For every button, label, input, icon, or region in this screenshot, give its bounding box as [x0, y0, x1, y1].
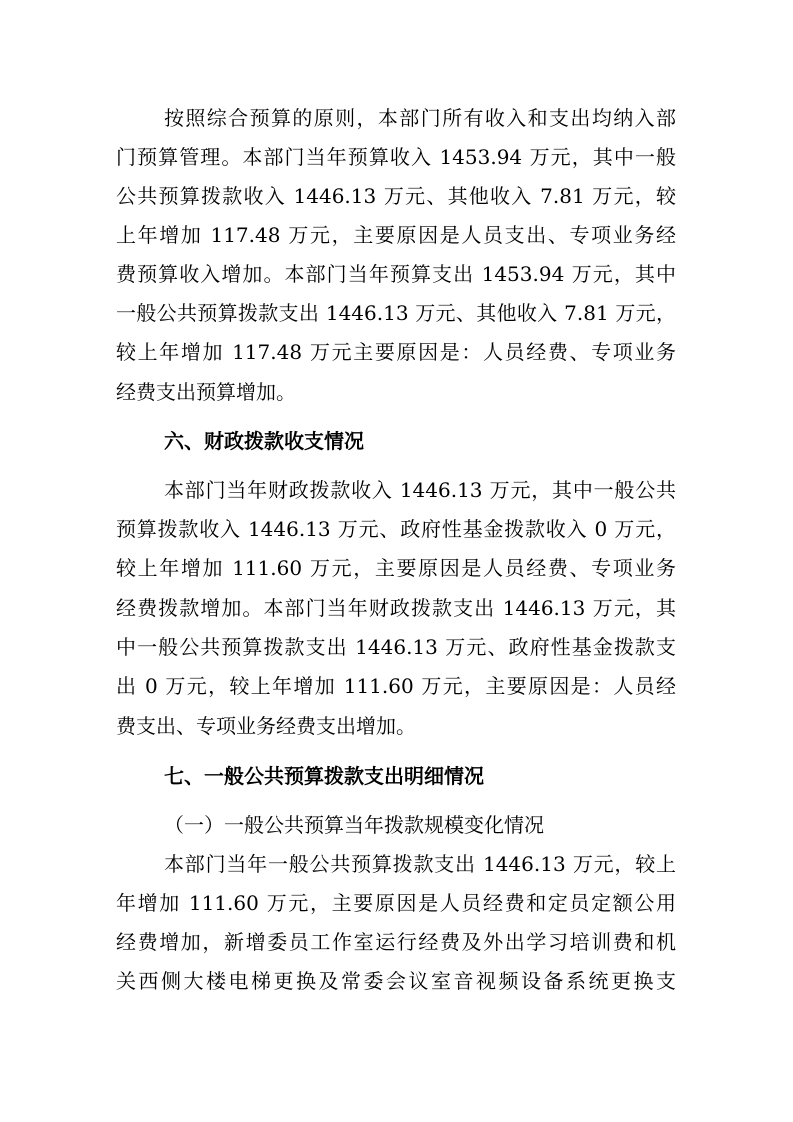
paragraph-line: 关西侧大楼电梯更换及常委会议室音视频设备系统更换支: [116, 969, 676, 993]
paragraph-line: 年增加 111.60 万元，主要原因是人员经费和定员定额公用: [116, 891, 676, 915]
paragraph-line: 出 0 万元，较上年增加 111.60 万元，主要原因是：人员经: [116, 674, 676, 698]
paragraph-line: 较上年增加 117.48 万元主要原因是：人员经费、专项业务: [116, 340, 676, 364]
paragraph-line: 上年增加 117.48 万元，主要原因是人员支出、专项业务经: [116, 223, 676, 247]
section-heading: 六、财政拨款收支情况: [164, 429, 364, 453]
paragraph-line: 费支出、专项业务经费支出增加。: [116, 714, 416, 738]
paragraph-line: 中一般公共预算拨款支出 1446.13 万元、政府性基金拨款支: [116, 635, 676, 659]
paragraph-line: 本部门当年财政拨款收入 1446.13 万元，其中一般公共: [164, 478, 676, 502]
subsection-heading: （一）一般公共预算当年拨款规模变化情况: [164, 813, 544, 837]
paragraph-line: 经费支出预算增加。: [116, 380, 296, 404]
paragraph-line: 费预算收入增加。本部门当年预算支出 1453.94 万元，其中: [116, 262, 676, 286]
paragraph-line: 经费拨款增加。本部门当年财政拨款支出 1446.13 万元，其: [116, 596, 676, 620]
section-heading: 七、一般公共预算拨款支出明细情况: [164, 764, 484, 788]
paragraph-line: 一般公共预算拨款支出 1446.13 万元、其他收入 7.81 万元，: [116, 301, 676, 325]
paragraph-line: 公共预算拨款收入 1446.13 万元、其他收入 7.81 万元，较: [116, 184, 676, 208]
paragraph-line: 门预算管理。本部门当年预算收入 1453.94 万元，其中一般: [116, 145, 676, 169]
paragraph-line: 经费增加，新增委员工作室运行经费及外出学习培训费和机: [116, 930, 676, 954]
paragraph-line: 较上年增加 111.60 万元，主要原因是人员经费、专项业务: [116, 556, 676, 580]
paragraph-line: 预算拨款收入 1446.13 万元、政府性基金拨款收入 0 万元，: [116, 517, 676, 541]
paragraph-line: 本部门当年一般公共预算拨款支出 1446.13 万元，较上: [164, 852, 676, 876]
paragraph-line: 按照综合预算的原则，本部门所有收入和支出均纳入部: [164, 106, 676, 130]
